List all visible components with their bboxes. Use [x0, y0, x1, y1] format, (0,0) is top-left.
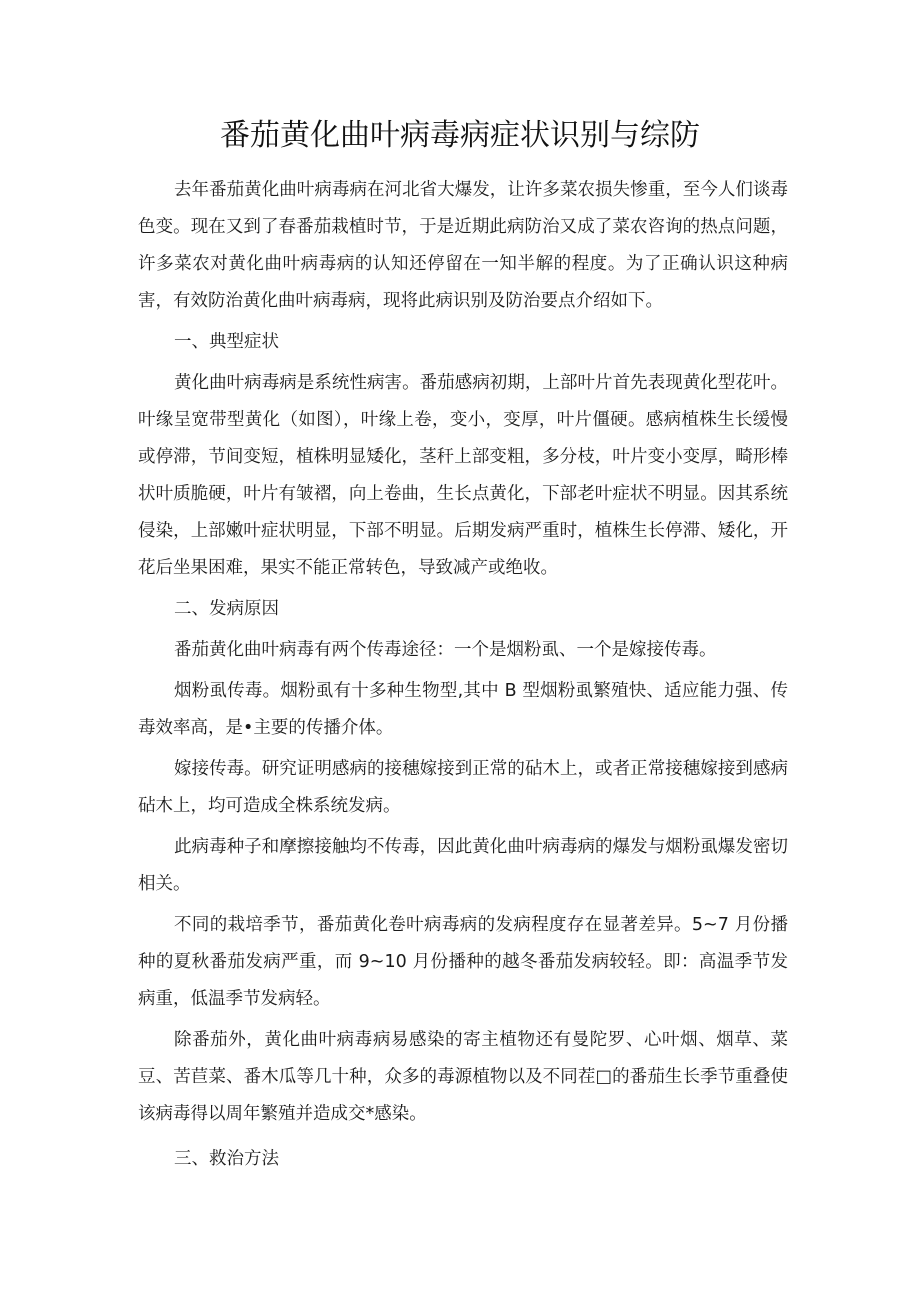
causes-paragraph-seasons: 不同的栽培季节，番茄黄化卷叶病毒病的发病程度存在显著差异。5~7 月份播种的夏秋番茄发病严重，而 9~10 月份播种的越冬番茄发病较轻。即：高温季节发病重，低温季节发病轻。: [138, 915, 788, 1009]
symptoms-paragraph: 黄化曲叶病毒病是系统性病害。番茄感病初期，上部叶片首先表现黄化型花叶。叶缘呈宽带型黄化（如图），叶缘上卷，变小，变厚，叶片僵硬。感病植株生长缓慢或停滞，节间变短，植株明显矮化，茎秆上部变粗，多分枝，叶片变小变厚，畸形棒状叶质脆硬，叶片有皱褶，向上卷曲，生长点黄化，下部老叶症状不明显。因其系统侵染，上部嫩叶症状明显，下部不明显。后期发病严重时，植株生长停滞、矮化，开花后坐果困难，果实不能正常转色，导致减产或绝收。: [138, 373, 788, 578]
document-body: [138, 172, 788, 1178]
page-title: 番茄黄化曲叶病毒病症状识别与综防: [220, 118, 700, 153]
causes-paragraph-grafting: 嫁接传毒。研究证明感病的接穗嫁接到正常的砧木上，或者正常接穗嫁接到感病砧木上，均可造成全株系统发病。: [138, 759, 788, 816]
causes-paragraph-transmission-routes: 番茄黄化曲叶病毒有两个传毒途径：一个是烟粉虱、一个是嫁接传毒。: [174, 640, 717, 660]
causes-paragraph-host-plants: 除番茄外，黄化曲叶病毒病易感染的寄主植物还有曼陀罗、心叶烟、烟草、菜豆、苦苣菜、番木瓜等几十种，众多的毒源植物以及不同茬□的番茄生长季节重叠使该病毒得以周年繁殖并造成交*感染。: [138, 1030, 788, 1124]
intro-paragraph: 去年番茄黄化曲叶病毒病在河北省大爆发，让许多菜农损失惨重，至今人们谈毒色变。现在又到了春番茄栽植时节，于是近期此病防治又成了菜农咨询的热点问题，许多菜农对黄化曲叶病毒病的认知还停留在一知半解的程度。为了正确认识这种病害，有效防治黄化曲叶病毒病，现将此病识别及防治要点介绍如下。: [138, 180, 788, 311]
section-heading-treatment: 三、救治方法: [174, 1149, 279, 1169]
section-heading-symptoms: 一、典型症状: [174, 332, 279, 352]
causes-paragraph-no-seed-transmission: 此病毒种子和摩擦接触均不传毒，因此黄化曲叶病毒病的爆发与烟粉虱爆发密切相关。: [138, 837, 788, 894]
section-heading-causes: 二、发病原因: [174, 599, 279, 619]
causes-paragraph-whitefly: 烟粉虱传毒。烟粉虱有十多种生物型,其中 B 型烟粉虱繁殖快、适应能力强、传毒效率高，是•主要的传播介体。: [138, 681, 788, 738]
